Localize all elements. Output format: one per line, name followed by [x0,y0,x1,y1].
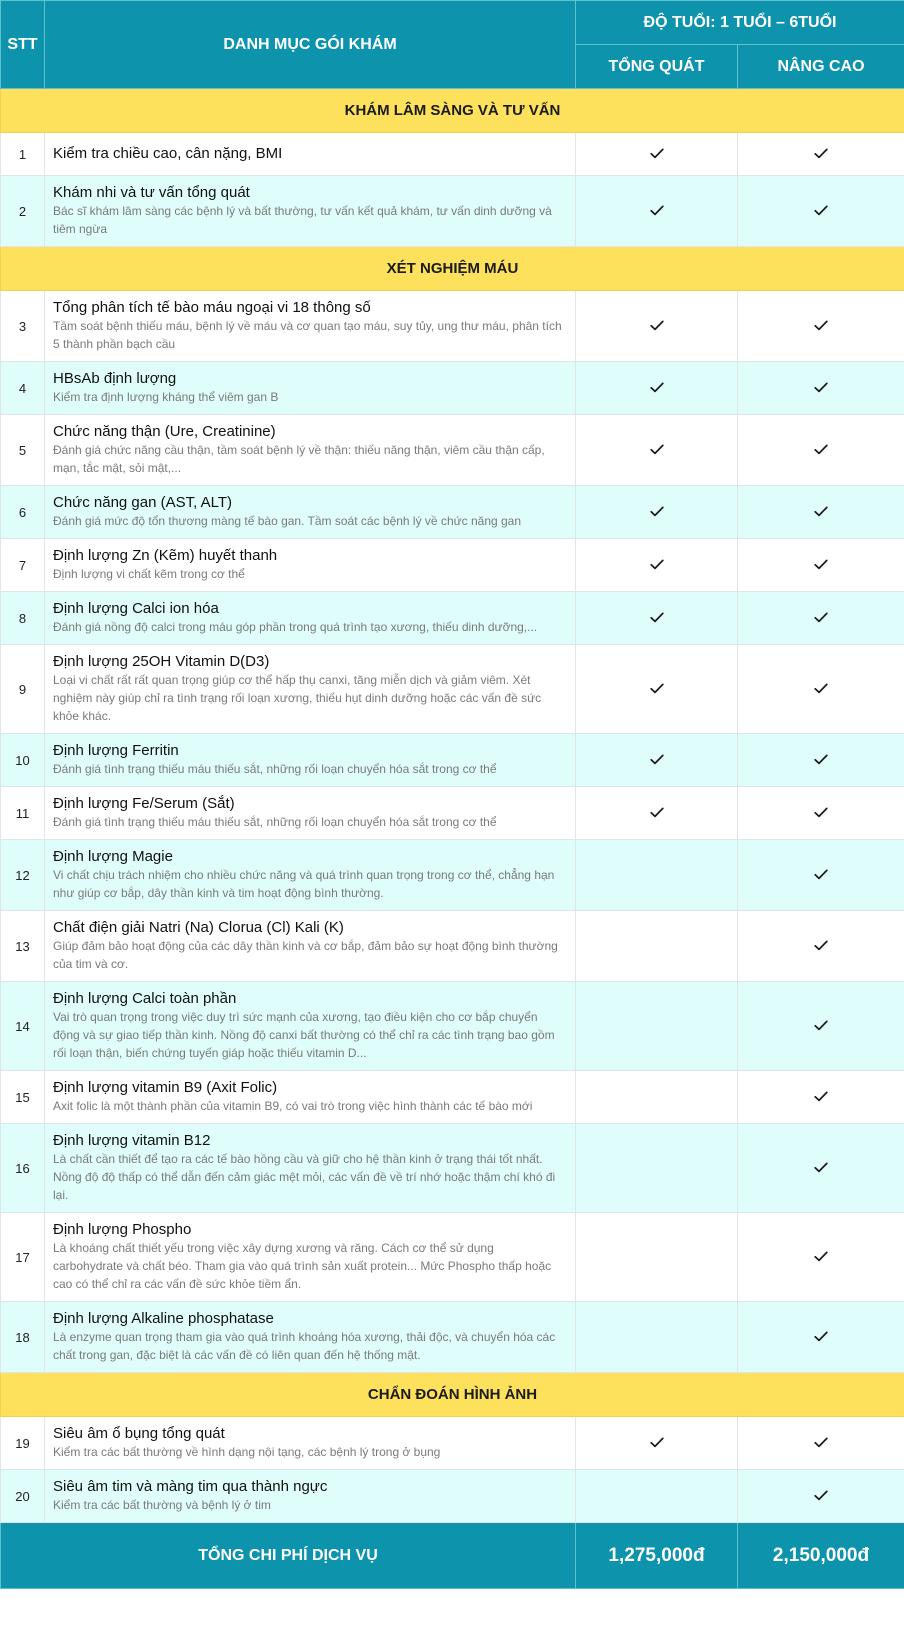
table-row [1,362,904,415]
item-title: HBsAb định lượng [53,370,177,387]
row-item [45,1071,576,1124]
row-number: 2 [1,176,45,247]
row-number: 20 [1,1470,45,1523]
check-icon [650,317,664,334]
general-cell [576,1213,738,1302]
check-icon [814,937,828,954]
section-title: KHÁM LÂM SÀNG VÀ TƯ VẤN [1,89,904,133]
advanced-cell [738,592,904,645]
row-item [45,982,576,1071]
section-header [1,1373,904,1417]
table-row [1,787,904,840]
check-icon [814,1434,828,1451]
item-description: Loại vi chất rất rất quan trọng giúp cơ thể hấp thụ canxi, tăng miễn dịch và giảm viêm. Xét nghiệm này giúp chỉ ra tình trạng rối loạn xương, thiếu hụt dinh dưỡng hoặc các vấn đề sức khỏe khác. [53,673,542,723]
general-cell [576,734,738,787]
row-number: 7 [1,539,45,592]
check-icon [814,556,828,573]
row-number: 4 [1,362,45,415]
table-row [1,645,904,734]
section-header [1,89,904,133]
advanced-cell [738,1124,904,1213]
item-description: Đánh giá tình trạng thiếu máu thiếu sắt, những rối loạn chuyển hóa sắt trong cơ thể [53,762,497,776]
item-description: Vi chất chịu trách nhiệm cho nhiều chức năng và quá trình quan trọng trong cơ thể, chẳng hạn như giúp cơ bắp, dây thần kinh và tim hoạt động bình thường. [53,868,555,900]
check-icon [814,866,828,883]
advanced-cell [738,787,904,840]
check-icon [814,680,828,697]
advanced-cell [738,1213,904,1302]
table-row [1,176,904,247]
item-title: Tổng phân tích tế bào máu ngoại vi 18 thông số [53,299,371,316]
row-item [45,133,576,176]
general-cell [576,291,738,362]
item-description: Là khoáng chất thiết yếu trong việc xây dựng xương và răng. Cách cơ thể sử dụng carbohydrate và chất béo. Tham gia vào quá trình sản xuất protein... Mức Phospho thấp hoặc cao có thể chỉ ra các vấn đề sức khỏe tiềm ẩn. [53,1241,552,1291]
row-number: 18 [1,1302,45,1373]
check-icon [650,804,664,821]
item-title: Chất điện giải Natri (Na) Clorua (Cl) Kali (K) [53,919,344,936]
general-cell [576,592,738,645]
item-title: Khám nhi và tư vấn tổng quát [53,184,250,201]
item-title: Định lượng 25OH Vitamin D(D3) [53,653,270,670]
check-icon [814,1017,828,1034]
advanced-cell [738,1470,904,1523]
check-icon [650,680,664,697]
row-number: 3 [1,291,45,362]
general-cell [576,645,738,734]
item-title: Định lượng Fe/Serum (Sắt) [53,795,235,812]
row-number: 14 [1,982,45,1071]
item-description: Kiểm tra định lượng kháng thể viêm gan B [53,390,279,404]
item-description: Là enzyme quan trọng tham gia vào quá trình khoáng hóa xương, thải độc, và chuyển hóa các chất trong gan, đặc biệt là các vấn đề có liên quan đến hệ thống mật. [53,1330,556,1362]
row-item [45,539,576,592]
advanced-cell [738,415,904,486]
row-item [45,911,576,982]
advanced-cell [738,1417,904,1470]
advanced-cell [738,176,904,247]
advanced-cell [738,291,904,362]
header-age: ĐỘ TUỔI: 1 TUỔI – 6TUỔI [576,1,904,45]
check-icon [650,379,664,396]
item-title: Định lượng Alkaline phosphatase [53,1310,274,1327]
advanced-cell [738,1071,904,1124]
advanced-cell [738,1302,904,1373]
check-icon [650,556,664,573]
item-title: Định lượng vitamin B12 [53,1132,211,1149]
check-icon [814,145,828,162]
check-icon [650,202,664,219]
item-description: Axit folic là một thành phần của vitamin B9, có vai trò trong việc hình thành các tế bào mới [53,1099,533,1113]
check-icon [814,1487,828,1504]
item-title: Siêu âm ổ bụng tổng quát [53,1425,225,1442]
item-description: Vai trò quan trọng trong việc duy trì sức mạnh của xương, tạo điều kiện cho cơ bắp chuyển động và sự giao tiếp thần kinh. Nồng độ canxi bất thường có thể chỉ ra các tình trạng bao gồm rối loạn thận, biến chứng tuyến giáp hoặc thiếu vitamin D... [53,1010,555,1060]
advanced-cell [738,539,904,592]
item-title: Định lượng Calci toàn phần [53,990,237,1007]
row-number: 1 [1,133,45,176]
row-number: 8 [1,592,45,645]
check-icon [814,609,828,626]
general-cell [576,787,738,840]
table-row [1,734,904,787]
table-row [1,592,904,645]
header-advanced: NÂNG CAO [738,45,904,89]
item-title: Định lượng Magie [53,848,173,865]
row-item [45,1213,576,1302]
row-number: 9 [1,645,45,734]
row-number: 11 [1,787,45,840]
general-cell [576,133,738,176]
advanced-cell [738,982,904,1071]
check-icon [650,1434,664,1451]
item-description: Đánh giá tình trạng thiếu máu thiếu sắt, những rối loạn chuyển hóa sắt trong cơ thể [53,815,497,829]
row-number: 5 [1,415,45,486]
row-item [45,291,576,362]
row-item [45,1470,576,1523]
row-item [45,645,576,734]
row-item [45,1302,576,1373]
table-row [1,291,904,362]
item-title: Chức năng gan (AST, ALT) [53,494,233,511]
item-description: Kiểm tra các bất thường và bệnh lý ở tim [53,1498,271,1512]
item-description: Kiểm tra các bất thường về hình dạng nội tạng, các bệnh lý trong ở bụng [53,1445,441,1459]
check-icon [650,145,664,162]
row-number: 19 [1,1417,45,1470]
check-icon [814,1159,828,1176]
item-description: Đánh giá mức độ tổn thương màng tế bào gan. Tầm soát các bệnh lý về chức năng gan [53,514,522,528]
table-row [1,415,904,486]
row-item [45,592,576,645]
row-number: 15 [1,1071,45,1124]
row-item [45,734,576,787]
total-general-price: 1,275,000đ [576,1523,738,1589]
total-row [1,1523,904,1589]
item-title: Định lượng vitamin B9 (Axit Folic) [53,1079,278,1096]
total-advanced-price: 2,150,000đ [738,1523,904,1589]
check-icon [650,503,664,520]
table-row [1,486,904,539]
total-label: TỔNG CHI PHÍ DỊCH VỤ [1,1523,576,1589]
item-title: Định lượng Ferritin [53,742,179,759]
table-row [1,133,904,176]
check-icon [650,609,664,626]
row-number: 13 [1,911,45,982]
section-title: CHẨN ĐOÁN HÌNH ẢNH [1,1373,904,1417]
check-icon [814,441,828,458]
item-title: Định lượng Zn (Kẽm) huyết thanh [53,547,278,564]
row-number: 6 [1,486,45,539]
header-general: TỔNG QUÁT [576,45,738,89]
check-icon [814,804,828,821]
general-cell [576,1470,738,1523]
row-item [45,486,576,539]
check-icon [814,1328,828,1345]
row-item [45,176,576,247]
check-icon [814,317,828,334]
row-item [45,362,576,415]
general-cell [576,362,738,415]
item-description: Đánh giá nồng độ calci trong máu góp phần trong quá trình tạo xương, thiếu dinh dưỡng,... [53,620,538,634]
check-icon [650,441,664,458]
general-cell [576,1071,738,1124]
advanced-cell [738,362,904,415]
check-icon [650,751,664,768]
general-cell [576,539,738,592]
advanced-cell [738,645,904,734]
header-category: DANH MỤC GÓI KHÁM [45,1,576,89]
general-cell [576,176,738,247]
advanced-cell [738,840,904,911]
row-number: 10 [1,734,45,787]
row-number: 17 [1,1213,45,1302]
row-number: 12 [1,840,45,911]
row-item [45,840,576,911]
table-row [1,1417,904,1470]
table-row [1,1213,904,1302]
item-description: Tầm soát bệnh thiếu máu, bệnh lý về máu và cơ quan tạo máu, suy tủy, ung thư máu, phân tích 5 thành phần bạch cầu [53,319,562,351]
check-icon [814,1248,828,1265]
general-cell [576,415,738,486]
table-row [1,1302,904,1373]
item-title: Định lượng Phospho [53,1221,192,1238]
general-cell [576,486,738,539]
advanced-cell [738,133,904,176]
general-cell [576,911,738,982]
general-cell [576,1302,738,1373]
item-title: Siêu âm tim và màng tim qua thành ngực [53,1478,328,1495]
item-description: Giúp đảm bảo hoạt động của các dây thần kinh và cơ bắp, đảm bảo sự hoạt động bình thường của tim và cơ. [53,939,558,971]
table-row [1,840,904,911]
general-cell [576,840,738,911]
header-stt: STT [1,1,45,89]
general-cell [576,982,738,1071]
table-row [1,911,904,982]
item-description: Là chất cần thiết để tạo ra các tế bào hồng cầu và giữ cho hệ thần kinh ở trạng thái tốt nhất. Nồng độ độ thấp có thể dẫn đến cảm giác mệt mỏi, các vấn đề về trí nhớ hoặc thậm chí khó đi lại. [53,1152,556,1202]
item-title: Định lượng Calci ion hóa [53,600,219,617]
item-title: Chức năng thận (Ure, Creatinine) [53,423,276,440]
table-body [1,89,904,1523]
row-number: 16 [1,1124,45,1213]
section-header [1,247,904,291]
check-icon [814,503,828,520]
check-icon [814,379,828,396]
advanced-cell [738,486,904,539]
section-title: XÉT NGHIỆM MÁU [1,247,904,291]
item-description: Định lượng vi chất kẽm trong cơ thể [53,567,245,581]
check-icon [814,751,828,768]
item-title: Kiểm tra chiều cao, cân nặng, BMI [53,145,283,162]
row-item [45,1417,576,1470]
advanced-cell [738,734,904,787]
row-item [45,787,576,840]
table-row [1,982,904,1071]
row-item [45,1124,576,1213]
check-icon [814,202,828,219]
general-cell [576,1417,738,1470]
general-cell [576,1124,738,1213]
item-description: Đánh giá chức năng cầu thận, tầm soát bệnh lý về thận: thiếu năng thận, viêm cầu thận cấp, mạn, tắc mật, sỏi mật,... [53,443,545,475]
advanced-cell [738,911,904,982]
check-icon [814,1088,828,1105]
item-description: Bác sĩ khám lâm sàng các bệnh lý và bất thường, tư vấn kết quả khám, tư vấn dinh dưỡng và tiêm ngừa [53,204,552,236]
table-row [1,539,904,592]
table-row [1,1470,904,1523]
row-item [45,415,576,486]
table-row [1,1124,904,1213]
table-row [1,1071,904,1124]
